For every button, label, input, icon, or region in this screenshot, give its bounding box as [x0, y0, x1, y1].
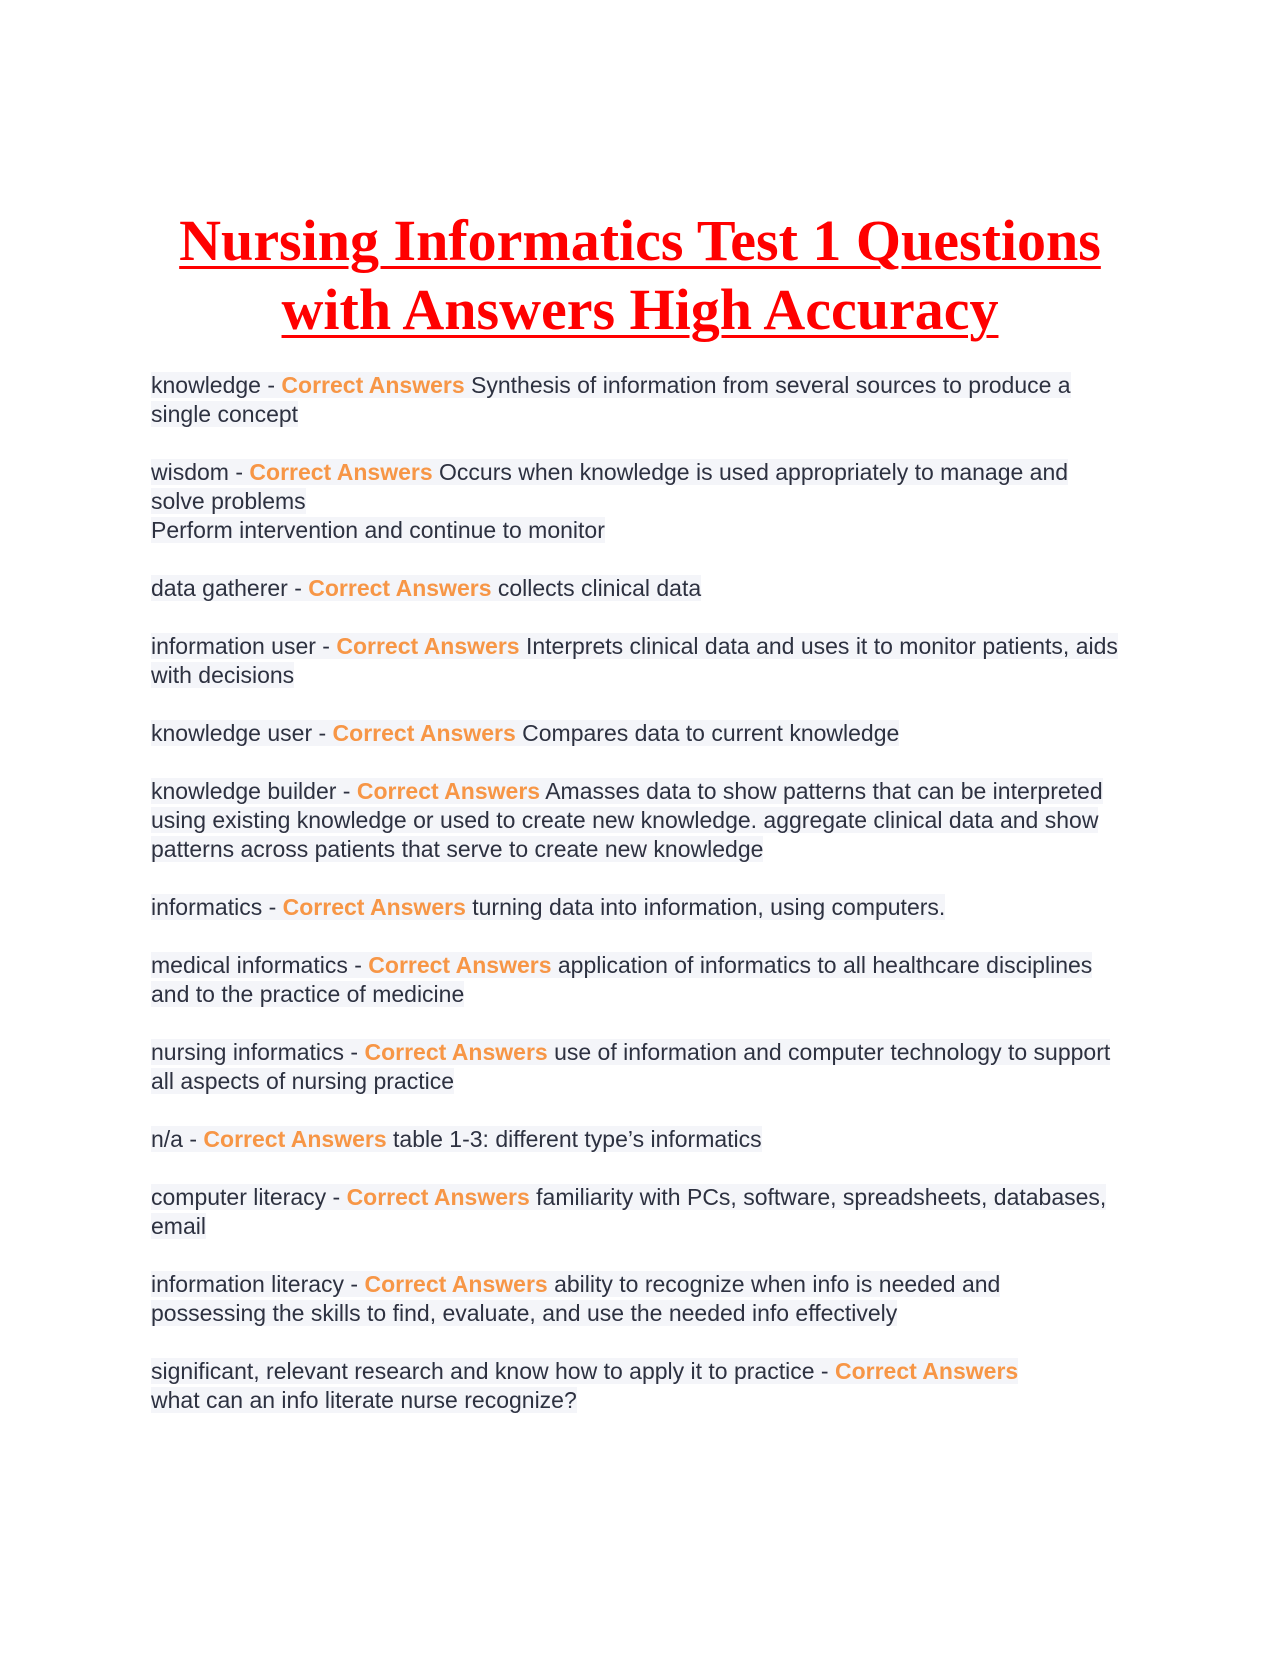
correct-answers-label: Correct Answers — [834, 1358, 1019, 1384]
answer: what can an info literate nurse recognize? — [151, 1387, 577, 1413]
answer: Amasses data to show patterns that can be interpreted using existing knowledge or used to create new knowledge. aggregate clinical data and show patterns across patients that serve to create new knowledge — [151, 778, 1103, 862]
correct-answers-label: Correct Answers — [336, 633, 520, 659]
correct-answers-label: Correct Answers — [364, 1271, 548, 1297]
qa-entry — [151, 1357, 1121, 1415]
correct-answers-label: Correct Answers — [332, 720, 516, 746]
qa-entry — [151, 777, 1121, 864]
qa-entry — [151, 632, 1121, 690]
term: knowledge user - — [151, 720, 327, 746]
correct-answers-label: Correct Answers — [249, 459, 433, 485]
term: medical informatics - — [151, 952, 362, 978]
qa-entry — [151, 371, 1121, 429]
term: n/a - — [151, 1126, 198, 1152]
correct-answers-label: Correct Answers — [364, 1039, 548, 1065]
qa-entry — [151, 1038, 1121, 1096]
term: information user - — [151, 633, 330, 659]
correct-answers-label: Correct Answers — [282, 894, 466, 920]
answer: Compares data to current knowledge — [522, 720, 900, 746]
term: significant, relevant research and know how to apply it to practice - — [151, 1358, 829, 1384]
correct-answers-label: Correct Answers — [281, 372, 465, 398]
qa-entry — [151, 1270, 1121, 1328]
answer: familiarity with PCs, software, spreadsheets, databases, email — [151, 1184, 1107, 1239]
term: knowledge - — [151, 372, 276, 398]
qa-entry — [151, 719, 1121, 748]
qa-list — [151, 371, 1121, 1444]
qa-entry — [151, 893, 1121, 922]
answer: Interprets clinical data and uses it to monitor patients, aids with decisions — [151, 633, 1118, 688]
answer: table 1-3: different type’s informatics — [393, 1126, 762, 1152]
term: information literacy - — [151, 1271, 359, 1297]
term: computer literacy - — [151, 1184, 341, 1210]
correct-answers-label: Correct Answers — [346, 1184, 530, 1210]
answer: collects clinical data — [497, 575, 702, 601]
answer: Occurs when knowledge is used appropriately to manage and solve problems — [151, 459, 1069, 514]
answer: turning data into information, using computers. — [472, 894, 946, 920]
answer: ability to recognize when info is needed and possessing the skills to find, evaluate, and use the needed info effectively — [151, 1271, 1001, 1326]
term: nursing informatics - — [151, 1039, 359, 1065]
qa-entry — [151, 1183, 1121, 1241]
term: wisdom - — [151, 459, 244, 485]
answer: application of informatics to all healthcare disciplines and to the practice of medicine — [151, 952, 1093, 1007]
answer: use of information and computer technology to support all aspects of nursing practice — [151, 1039, 1111, 1094]
qa-entry — [151, 951, 1121, 1009]
term: informatics - — [151, 894, 277, 920]
term: knowledge builder - — [151, 778, 351, 804]
correct-answers-label: Correct Answers — [356, 778, 541, 804]
document-title: Nursing Informatics Test 1 Questions with Answers High Accuracy — [179, 208, 1101, 342]
correct-answers-label: Correct Answers — [203, 1126, 387, 1152]
correct-answers-label: Correct Answers — [308, 575, 492, 601]
term: data gatherer - — [151, 575, 302, 601]
answer: Synthesis of information from several sources to produce a single concept — [151, 372, 1071, 427]
qa-entry — [151, 574, 1121, 603]
qa-entry — [151, 1125, 1121, 1154]
answer-extra: Perform intervention and continue to monitor — [151, 517, 605, 543]
correct-answers-label: Correct Answers — [368, 952, 552, 978]
qa-entry — [151, 458, 1121, 545]
